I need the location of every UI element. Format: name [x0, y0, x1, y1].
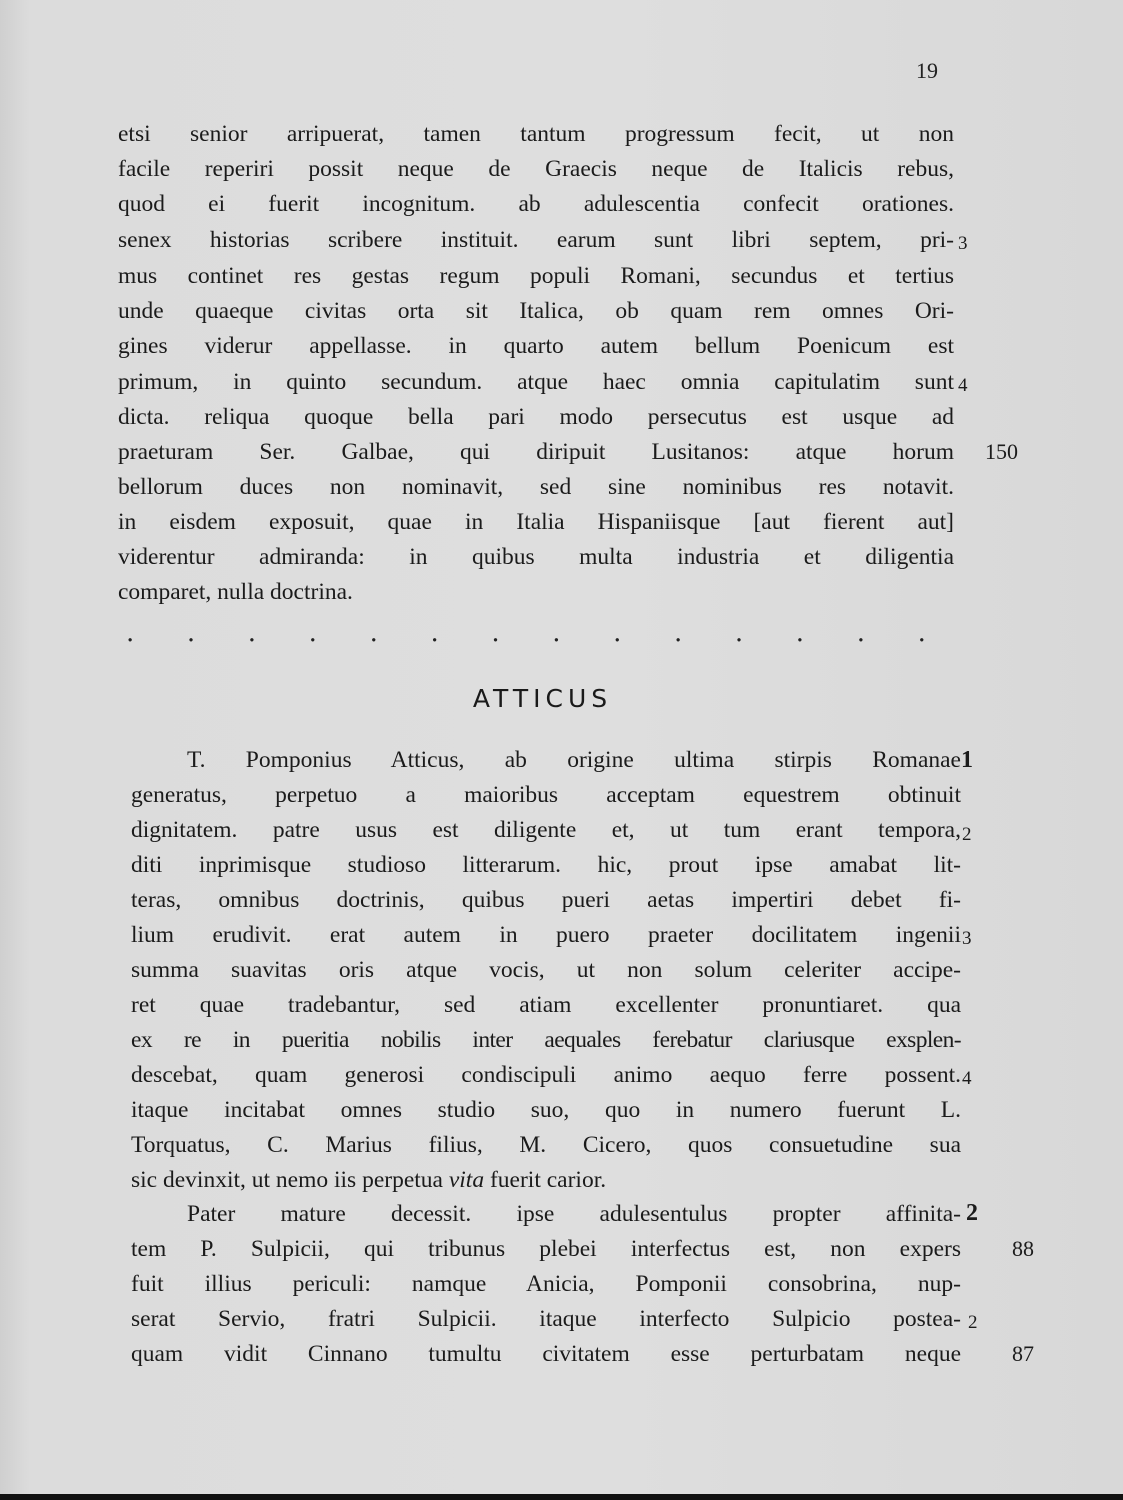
chapter-number: 1 — [961, 747, 973, 773]
dot: . — [308, 618, 317, 648]
dot: . — [552, 618, 561, 648]
text-line: viderentur admiranda: in quibus multa industria et diligentia — [118, 544, 954, 570]
dot: . — [247, 618, 257, 648]
text-line: in eisdem exposuit, quae in Italia Hispaniisque [aut fierent aut] — [118, 509, 954, 535]
text-line: Pater mature decessit. ipse adulesentulus propter affinita- — [187, 1201, 961, 1227]
text-line: dignitatem. patre usus est diligente et, ut tum erant tempora, — [131, 817, 961, 843]
text-span: fuerit carior. — [484, 1167, 607, 1193]
text-line: summa suavitas oris atque vocis, ut non solum celeriter accipe- — [131, 957, 961, 983]
dot: . — [186, 618, 196, 648]
dot: . — [917, 618, 926, 648]
text-line: gines viderur appellasse. in quarto autem bellum Poenicum est — [118, 333, 954, 359]
text-line: facile reperiri possit neque de Graecis neque de Italicis rebus, — [118, 156, 954, 182]
text-line: Torquatus, C. Marius filius, M. Cicero, quos consuetudine sua — [131, 1132, 961, 1158]
text-line: mus continet res gestas regum populi Romani, secundus et tertius — [118, 263, 954, 289]
text-line: itaque incitabat omnes studio suo, quo in numero fuerunt L. — [131, 1097, 961, 1123]
text-line: etsi senior arripuerat, tamen tantum progressum fecit, ut non — [118, 121, 954, 147]
text-line: serat Servio, fratri Sulpicii. itaque interfecto Sulpicio postea- — [131, 1306, 961, 1332]
text-span: sic devinxit, ut nemo iis perpetua — [131, 1167, 443, 1193]
text-line: ret quae tradebantur, sed atiam excellenter pronuntiaret. qua — [131, 992, 961, 1018]
page-number: 19 — [916, 58, 938, 83]
section-number: 4 — [962, 1068, 972, 1089]
section-number: 2 — [962, 824, 972, 845]
text-line: unde quaeque civitas orta sit Italica, ob quam rem omnes Ori- — [118, 298, 954, 324]
text-line: comparet, nulla doctrina. — [118, 579, 353, 605]
text-line: senex historias scribere instituit. earum sunt libri septem, pri- — [118, 227, 954, 253]
text-line: fuit illius periculi: namque Anicia, Pomponii consobrina, nup- — [131, 1271, 961, 1297]
dot: . — [430, 618, 439, 648]
text-line: bellorum duces non nominavit, sed sine nominibus res notavit. — [118, 474, 954, 500]
italic-word: vita — [448, 1167, 485, 1193]
chapter-number: 2 — [966, 1200, 978, 1226]
line-number: 87 — [1012, 1341, 1034, 1366]
text-line: ex re in pueritia nobilis inter aequales ferebatur clariusque exsplen- — [131, 1027, 961, 1053]
text-line: generatus, perpetuo a maioribus acceptam equestrem obtinuit — [131, 782, 961, 808]
section-number: 3 — [962, 928, 972, 949]
dot: . — [856, 618, 865, 648]
line-number: 150 — [985, 439, 1018, 464]
section-separator — [126, 618, 926, 648]
dot: . — [369, 618, 378, 648]
dot: . — [795, 618, 805, 648]
dot: . — [613, 618, 622, 648]
text-line — [131, 1163, 961, 1197]
chapter-number: 4 — [958, 375, 968, 396]
text-line: primum, in quinto secundum. atque haec omnia capitulatim sunt — [118, 369, 954, 395]
text-line: teras, omnibus doctrinis, quibus pueri aetas impertiri debet fi- — [131, 887, 961, 913]
text-line: lium erudivit. erat autem in puero praeter docilitatem ingenii — [131, 922, 961, 948]
text-line: tem P. Sulpicii, qui tribunus plebei interfectus est, non expers — [131, 1236, 961, 1262]
text-line: dicta. reliqua quoque bella pari modo persecutus est usque ad — [118, 404, 954, 430]
text-line: quod ei fuerit incognitum. ab adulescentia confecit orationes. — [118, 191, 954, 217]
text-line: T. Pomponius Atticus, ab origine ultima stirpis Romanae — [187, 747, 961, 773]
text-line: descebat, quam generosi condiscipuli animo aequo ferre possent. — [131, 1062, 961, 1088]
line-number: 88 — [1012, 1236, 1034, 1261]
text-line: quam vidit Cinnano tumultu civitatem esse perturbatam neque — [131, 1341, 961, 1367]
text-line: diti inprimisque studioso litterarum. hic, prout ipse amabat lit- — [131, 852, 961, 878]
text-line: praeturam Ser. Galbae, qui diripuit Lusitanos: atque horum — [118, 439, 954, 465]
dot: . — [126, 618, 135, 648]
dot: . — [491, 618, 500, 648]
chapter-number: 3 — [958, 233, 968, 254]
dot: . — [734, 618, 744, 648]
section-number: 2 — [968, 1312, 978, 1333]
dot: . — [674, 618, 683, 648]
scan-edge — [0, 1494, 1123, 1500]
section-heading: ATTICUS — [472, 684, 613, 713]
